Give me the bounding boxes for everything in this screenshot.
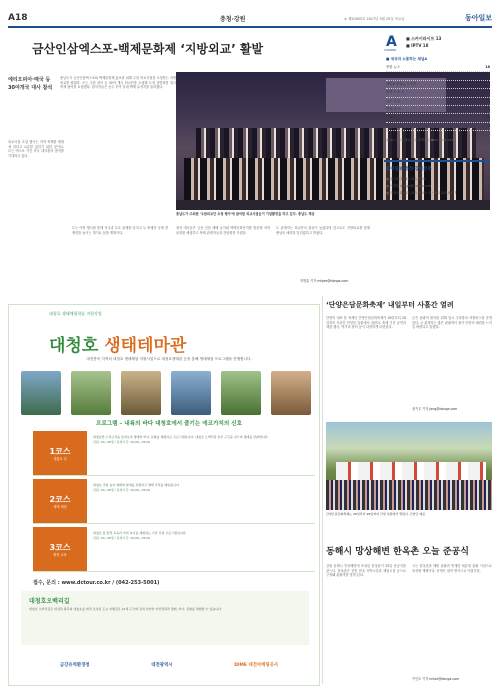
ad-sub: 대전충북 지역의 대청호 생태체험 지원사업으로 대청호생태관 등을 통해 생태체험 프로그램을 진행합니다.	[86, 357, 252, 361]
main-subtitle: 에티오피아·태국 등 30여개국 대사 참석	[8, 77, 53, 91]
ad-course-label: 2코스 생태 체험	[33, 479, 87, 523]
article2-photo-caption: 단양은담문화축제는 26일부터 28일까지 단양 일원에서 열린다. 단양군 제공	[326, 512, 426, 516]
bureau-box	[384, 160, 490, 210]
ad-thumb	[121, 371, 161, 415]
channel-logo	[384, 34, 404, 52]
bureau-line: ■ 광고문의 042-253-3001	[386, 177, 426, 181]
photo-caption: 충남도가 주최한 '주한외교단 초청 행사'에 참석한 외교사절들이 기념촬영을 하고 있다. 충남도 제공	[176, 212, 315, 216]
ad-headline	[49, 331, 186, 356]
channel-list	[386, 64, 490, 131]
channel-item[interactable]: 채널A 종합뉴스 신문 16	[386, 81, 490, 89]
sponsor-logo: DIME 대전마케팅공사	[234, 663, 279, 668]
channel-a-icon: A	[386, 34, 397, 50]
channel-footer: 채널A 시청자 게시판 및 고객센터 ☎02-2020-3114	[386, 138, 456, 142]
main-byline: 지명훈 기자 mhjee@donga.com	[300, 279, 349, 283]
article2-photo	[326, 422, 492, 510]
ad-course-text: 대청호 주변 습지 생태와 철새를 관찰하고 생태 가치를 배워봅니다. 인원: 20~30명 / 운영시간: 10:00~15:00	[93, 483, 180, 492]
ad-bottom-panel	[21, 591, 309, 645]
channel-item[interactable]: 종합 뉴스 18	[386, 64, 490, 72]
main-body-col2: 도는 이번 행사를 통해 각국과 우호 관계를 다지고 두 축제의 국제 경쟁력을 높이는 계기로 삼을 계획이다.	[72, 226, 168, 235]
ad-thumb	[221, 371, 261, 415]
ad-course-row[interactable]	[33, 479, 315, 524]
channel-tagline: ■ 세상과 소통하는 채널A	[386, 57, 428, 61]
channel-sidebar	[384, 30, 490, 148]
ad-course-label: 1코스 대청호 길	[33, 431, 87, 475]
ad-bottom-text: 대청호 오백리길은 대전과 충북의 대청호를 따라 조성된 도보 여행길로 21개 구간에 걸쳐 다양한 자연경관과 생태, 역사, 문화를 체험할 수 있습니다.	[29, 607, 222, 611]
ad-block	[8, 304, 320, 686]
channel-item[interactable]: 시사 전망대 17	[386, 72, 490, 80]
article2-body-col1: 단양의 대표 봄 축제인 단양은담문화축제가 26일부터 28일까지 사흘간 단양읍 일원에서 열린다. 축제 기간 공연과 체험 행사, 먹거리 장터 등이 다양하게 마련된다.	[326, 316, 406, 330]
sponsor-logo: 대전광역시	[151, 663, 173, 668]
ad-course-row[interactable]	[33, 527, 315, 572]
channel-item[interactable]: 돌직구 쇼 + 14	[386, 89, 490, 97]
ad-headline-main: 대청호	[49, 336, 105, 356]
ad-sponsors	[29, 657, 309, 673]
article3-byline: 이인모 기자 imlee@donga.com	[412, 677, 460, 681]
bureau-line: ■ 대표전화 042-253-3001~3 / 042-253-8477	[386, 191, 457, 195]
channel-logo-text: CHANNEL	[384, 49, 397, 52]
channel-item[interactable]: 이만갑 10	[386, 114, 490, 122]
page-header	[8, 11, 492, 25]
paper-name: 동아일보	[464, 14, 492, 22]
ad-headline-accent: 생태테마관	[104, 336, 187, 356]
article3-title: 동해시 망상해변 한옥촌 오늘 준공식	[326, 547, 469, 557]
channel-item[interactable]: 연예 잡 쇼 11	[386, 106, 490, 114]
ad-top-label: 대청호 생태체험학습 지원사업	[49, 311, 102, 316]
channel-item[interactable]: 뉴스 특급 13	[386, 98, 490, 106]
ad-thumb	[171, 371, 211, 415]
ad-course-label: 3코스 환경 교육	[33, 527, 87, 571]
bureau-title: 동아일보 충청·강원본부	[386, 167, 432, 172]
section-name: 충청·강원	[220, 16, 246, 23]
issue-info: ② 제20005호 2017년 5월 25일 목요일	[344, 17, 405, 21]
bureau-line: ■ 이메일 donga@donga.com	[386, 184, 432, 188]
photo-tent-row	[336, 462, 486, 480]
ad-course-text: 대청호 물 환경 교육과 자연 놀이를 체험하는 가족 단위 프로그램입니다. 인원: 20~30명 / 운영시간: 10:00~15:00	[93, 531, 187, 540]
page-number: A18	[8, 13, 28, 23]
channel-subtitle: ■ IPTV 18	[406, 43, 429, 48]
sponsor-logo: 금강유역환경청	[59, 663, 90, 668]
article3-body-col2: 시는 한옥촌을 해변 관광과 연계한 체류형 관광 거점으로 육성할 계획이다. 운영은 위탁 방식으로 이뤄진다.	[412, 564, 492, 573]
ad-program-title: 프로그램 – 내륙의 바다 대청호에서 즐기는 에코가치의 신호	[95, 421, 243, 427]
ad-thumb	[271, 371, 311, 415]
channel-title: ■ 스카이라이프 13	[406, 36, 442, 41]
article2-title: ‘단양은담문화축제’ 내일부터 사흘간 열려	[326, 301, 454, 309]
article3-body-col1: 강원 동해시 망상해변에 조성된 한옥촌이 25일 준공식을 갖는다. 한옥촌은 전통 한옥 숙박시설과 체험시설 등으로 구성돼 관광객을 맞게 된다.	[326, 564, 406, 578]
ad-contact[interactable]: 접수, 문의 : www.dctour.co.kr / (042-253-5001)	[33, 580, 160, 586]
article2-body-col2: 군은 관광객 편의를 위해 임시 주차장과 셔틀버스를 운영한다. 군 관계자는 많은 관광객이 찾아 단양의 매력을 느끼길 바란다고 말했다.	[412, 316, 492, 330]
main-body-col4: 도 관계자는 외교단의 관심이 높았다며 앞으로도 지방외교를 통해 충남의 매력을 알리겠다고 밝혔다.	[276, 226, 370, 235]
ad-course-text: 대청호반 구석구석을 둘러보며 생태와 역사, 문화를 체험하는 프로그램입니다. 대청호 오백리길 일부 구간을 걸으며 생태를 관찰합니다. 인원: 20~30명 / 운영시간: 10:00~15:00	[93, 435, 269, 444]
main-body-col1: 외교사절 초청 행사는 지역 축제를 세계에 알리고 교류를 넓히기 위한 것이다. 도는 엑스포 기간 각국 대사관의 참여를 기대하고 있다.	[8, 140, 64, 158]
ad-divider	[322, 296, 323, 684]
channel-item[interactable]: 서민갑부 9	[386, 123, 490, 131]
ad-bottom-title: 대청호오백리길	[29, 598, 70, 605]
ad-thumb	[21, 371, 61, 415]
header-rule	[8, 26, 492, 28]
main-headline: 금산인삼엑스포-백제문화제 ‘지방외교’ 활발	[32, 42, 264, 56]
ad-thumb	[71, 371, 111, 415]
main-body-col3: 참석 대사들은 금산 인삼 재배 농가와 백제문화단지를 방문해 지역 문화를 체험하고 축제 관계자들과 간담회를 가졌다.	[176, 226, 270, 235]
photo-crowd	[326, 480, 492, 510]
ad-course-row[interactable]	[33, 431, 315, 476]
main-lead-text: 충남도가 금산인삼엑스포와 백제문화제 홍보를 위해 주한 외교사절을 초청하는 지방외교를 펼쳤다. 도는 주한 대사 등 30여 개국 외교단을 초청해 도정 설명회를 열고 축제 참여를 요청했다. 참석자들은 공주 부여 일대 백제 유적지를 둘러봤다.	[60, 76, 176, 90]
article2-byline: 장기우 기자 jang@donga.com	[412, 407, 458, 411]
ad-thumb-row	[21, 371, 311, 417]
